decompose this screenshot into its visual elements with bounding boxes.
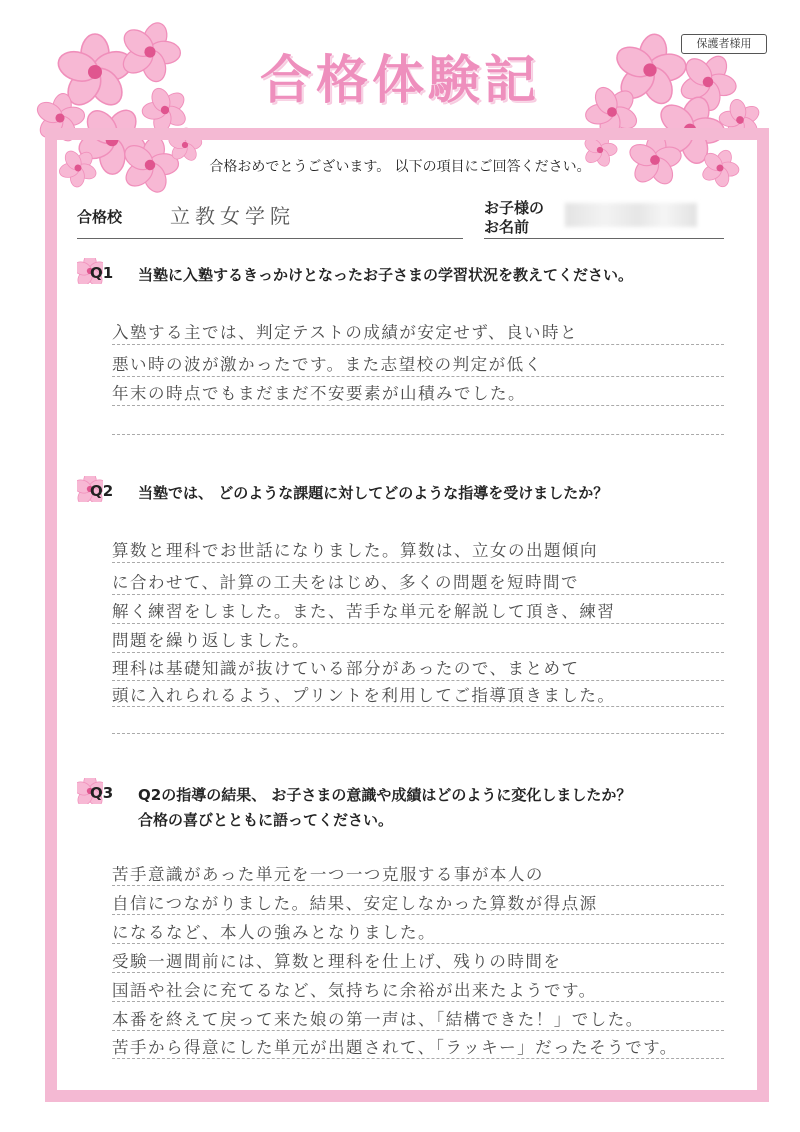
answer-2-line-5: 理科は基礎知識が抜けている部分があったので、まとめて xyxy=(112,659,580,678)
child-name-redacted xyxy=(565,203,697,227)
audience-tag: 保護者様用 xyxy=(681,34,767,54)
answer-3-line-6: 本番を終えて戻って来た娘の第一声は、「結構できた！」でした。 xyxy=(112,1010,644,1029)
answer-3-line-7: 苦手から得意にした単元が出題されて、「ラッキー」だったそうです。 xyxy=(112,1038,678,1057)
answer-1-line-3: 年末の時点でもまだまだ不安要素が山積みでした。 xyxy=(112,384,526,403)
intro-text: 合格おめでとうございます。 以下の項目にご回答ください。 xyxy=(209,159,591,175)
answer-line xyxy=(112,914,724,915)
child-name-label-line2: お名前 xyxy=(484,218,530,236)
answer-line xyxy=(112,594,724,595)
question-number: Q1 xyxy=(90,264,114,282)
answer-line xyxy=(112,972,724,973)
answer-2-line-6: 頭に入れられるよう、プリントを利用してご指導頂きました。 xyxy=(112,686,616,705)
question-number: Q3 xyxy=(90,784,114,802)
question-text: 当塾に入塾するきっかけとなったお子さまの学習状況を教えてください。 xyxy=(138,266,634,284)
question-text: 当塾では、 どのような課題に対してどのような指導を受けましたか？ xyxy=(138,484,609,502)
answer-line xyxy=(112,680,724,681)
answer-line xyxy=(112,623,724,624)
school-underline xyxy=(77,238,463,239)
answer-line xyxy=(112,733,724,734)
answer-line xyxy=(112,376,724,377)
answer-2-line-1: 算数と理科でお世話になりました。算数は、立女の出題傾向 xyxy=(112,541,598,560)
answer-line xyxy=(112,1058,724,1059)
child-name-label-line1: お子様の xyxy=(484,199,545,217)
answer-line xyxy=(112,706,724,707)
answer-2-line-4: 問題を繰り返しました。 xyxy=(112,631,310,650)
school-label: 合格校 xyxy=(77,208,123,226)
page-title: 合格体験記 xyxy=(259,51,540,111)
answer-line xyxy=(112,344,724,345)
answer-line xyxy=(112,1030,724,1031)
child-name-underline xyxy=(484,238,724,239)
question-text: Q2の指導の結果、 お子さまの意識や成績はどのように変化しましたか？ xyxy=(138,786,632,804)
answer-1-line-2: 悪い時の波が激かったです。また志望校の判定が低く xyxy=(112,355,543,374)
answer-line xyxy=(112,1001,724,1002)
answer-3-line-2: 自信につながりました。結果、安定しなかった算数が得点源 xyxy=(112,894,598,913)
answer-3-line-1: 苦手意識があった単元を一つ一つ克服する事が本人の xyxy=(112,865,544,884)
school-value: 立教女学院 xyxy=(170,204,295,228)
answer-3-line-5: 国語や社会に充てるなど、気持ちに余裕が出来たようです。 xyxy=(112,981,597,1000)
answer-line xyxy=(112,652,724,653)
answer-1-line-1: 入塾する主では、判定テストの成績が安定せず、良い時と xyxy=(112,323,579,342)
answer-line xyxy=(112,434,724,435)
answer-line xyxy=(112,562,724,563)
answer-2-line-2: に合わせて、計算の工夫をはじめ、多くの問題を短時間で xyxy=(112,573,580,592)
question-number: Q2 xyxy=(90,482,114,500)
answer-3-line-4: 受験一週間前には、算数と理科を仕上げ、残りの時間を xyxy=(112,952,562,971)
answer-line xyxy=(112,885,724,886)
answer-3-line-3: になるなど、本人の強みとなりました。 xyxy=(112,923,436,942)
answer-2-line-3: 解く練習をしました。また、苦手な単元を解説して頂き、練習 xyxy=(112,602,616,621)
answer-line xyxy=(112,405,724,406)
question-text-line-2: 合格の喜びとともに語ってください。 xyxy=(138,811,394,829)
answer-line xyxy=(112,943,724,944)
